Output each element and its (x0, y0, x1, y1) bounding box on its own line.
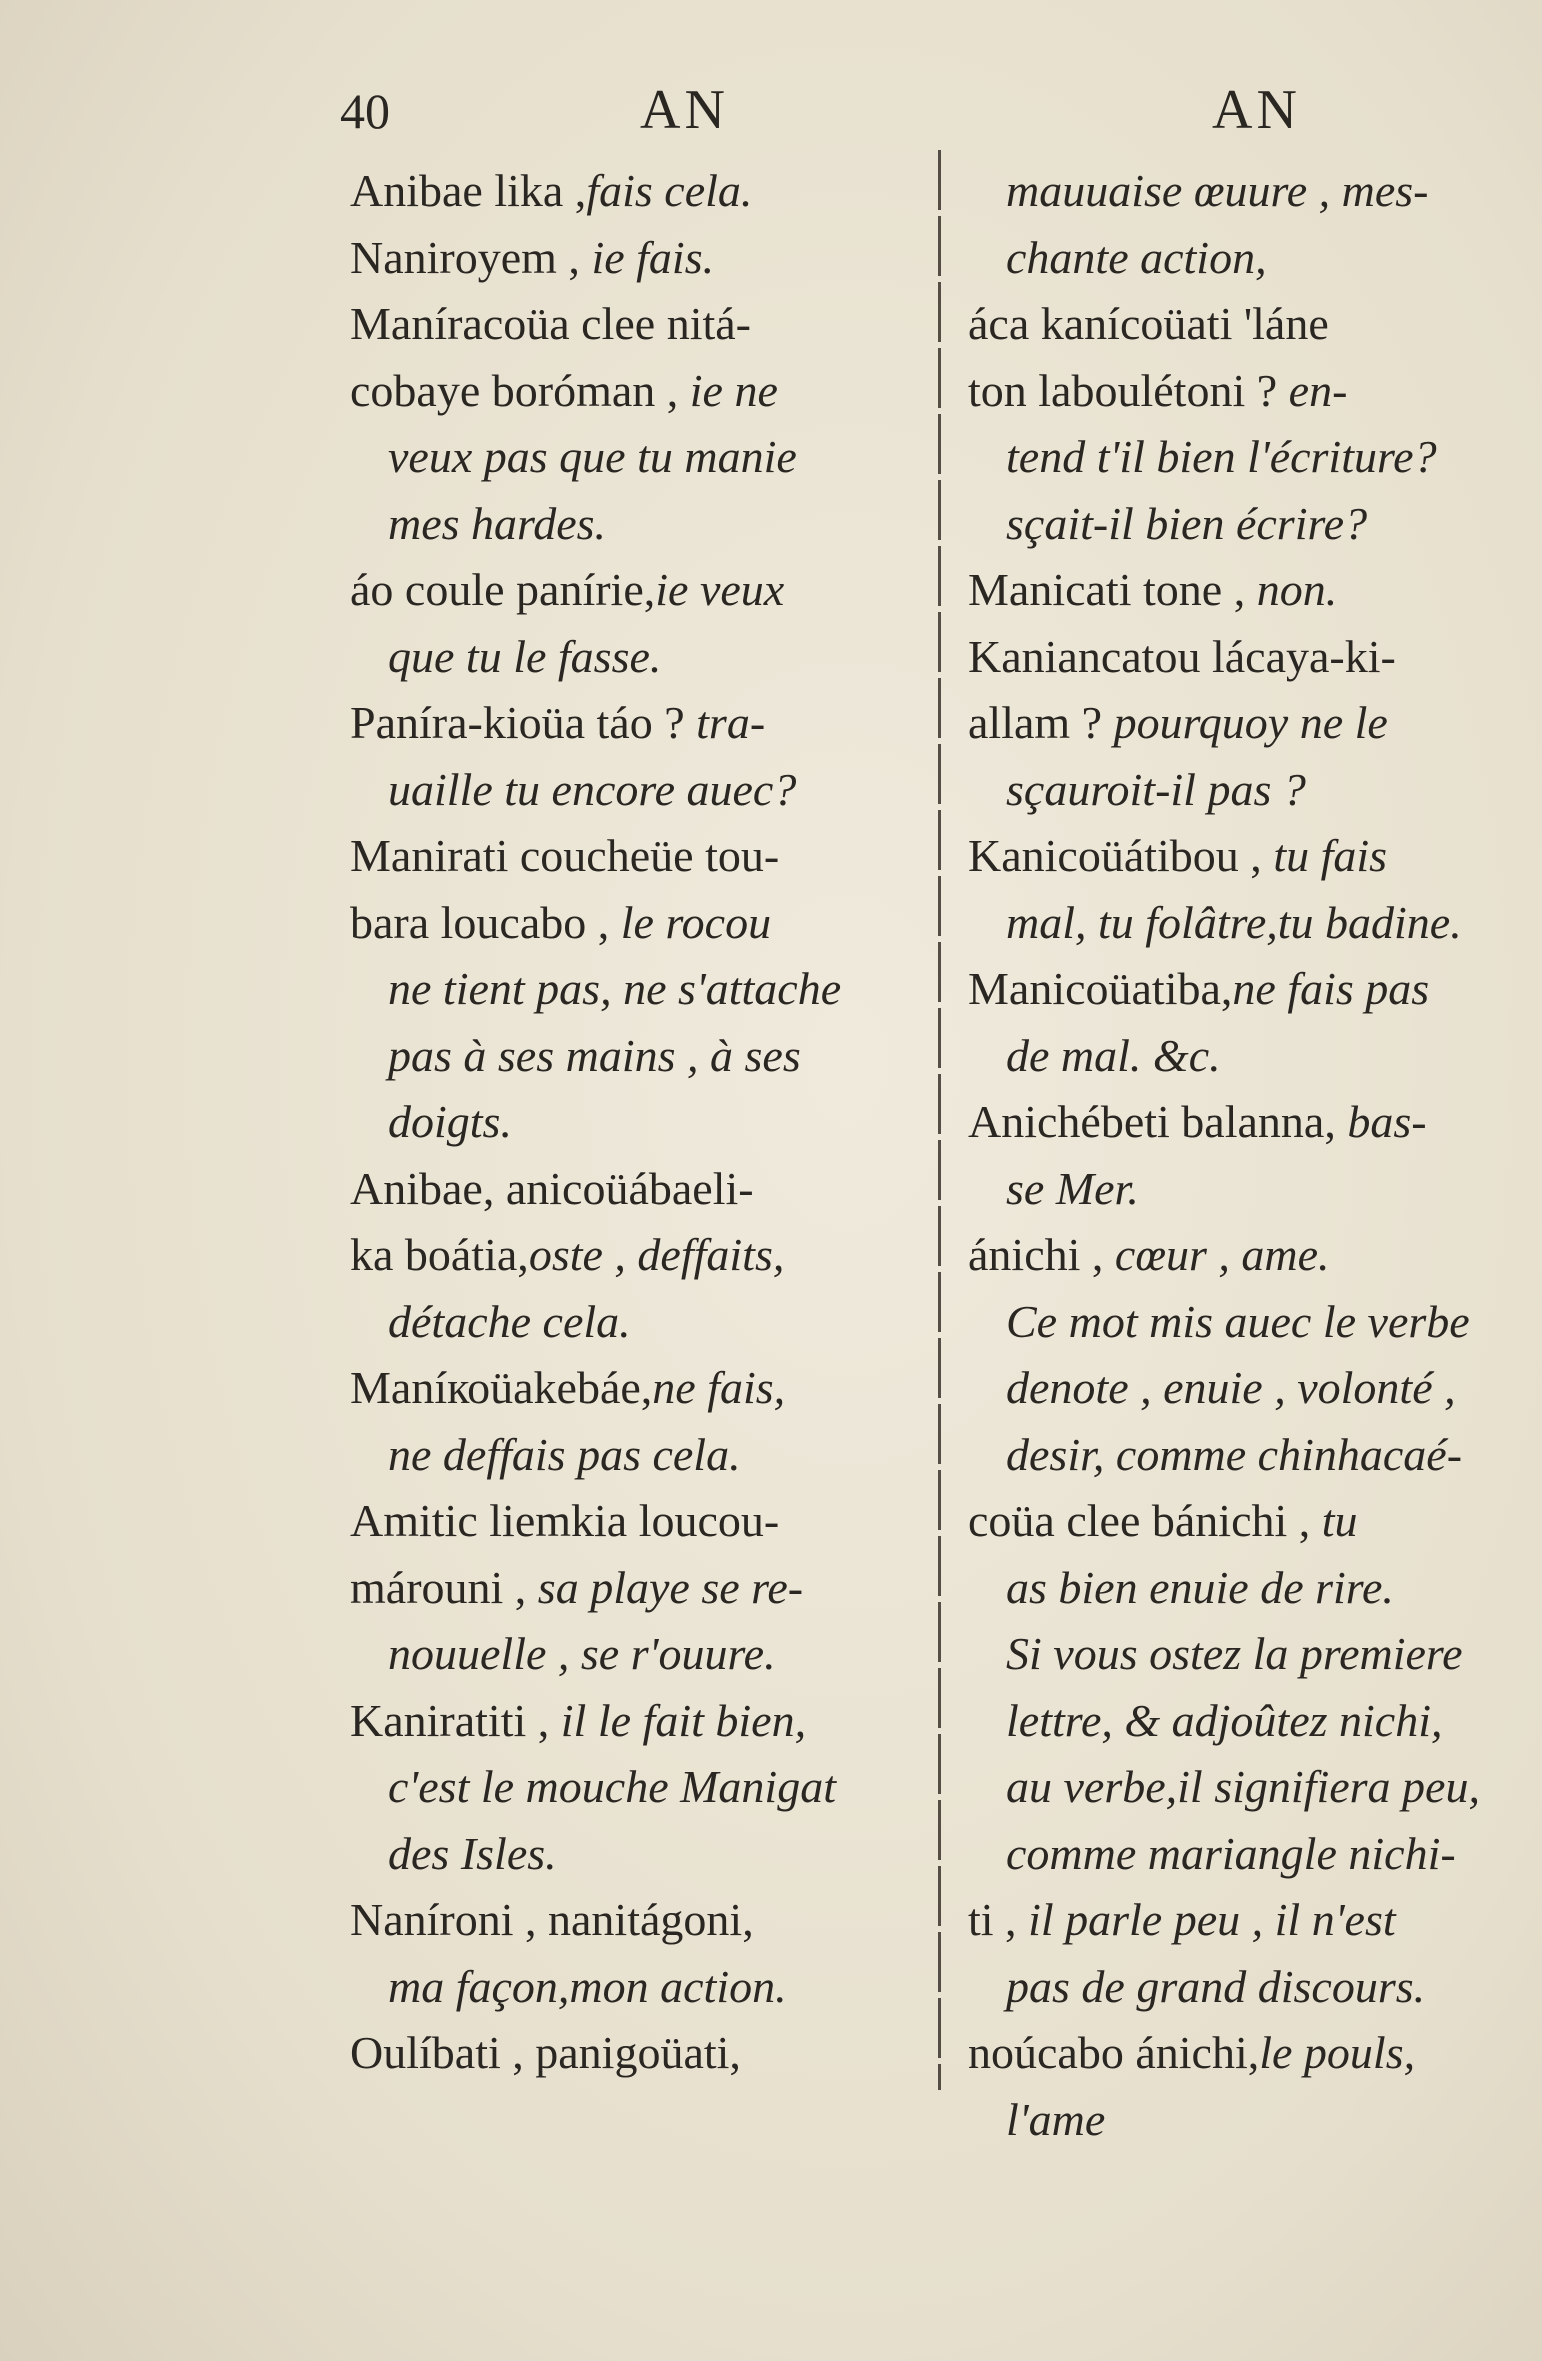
italic-gloss: au verbe,il signifiera peu, (1006, 1761, 1480, 1812)
text-line (968, 1821, 1538, 1888)
text-line (968, 1222, 1538, 1289)
italic-gloss: détache cela. (388, 1295, 631, 1347)
text-line (350, 557, 920, 624)
text-line (350, 1821, 920, 1888)
roman-text: Anibae, anicoüábaeli- (350, 1162, 754, 1214)
text-line (968, 557, 1538, 624)
text-line (350, 1156, 920, 1223)
roman-text: áo coule panírie, (350, 564, 656, 615)
roman-text: Oulíbati , panigoüati, (350, 2027, 741, 2078)
text-line (350, 1023, 920, 1090)
text-line (350, 823, 920, 890)
italic-gloss: uaille tu encore auec? (388, 763, 797, 815)
italic-gloss: ne fais, (652, 1362, 786, 1413)
roman-text: Manicoüatiba, (968, 963, 1233, 1014)
page-number: 40 (340, 83, 390, 139)
italic-gloss: mes hardes. (388, 497, 607, 549)
text-line (350, 1555, 920, 1622)
italic-gloss: chante action, (1006, 231, 1267, 283)
text-line (968, 1754, 1538, 1821)
italic-gloss: cœur , ame. (1114, 1229, 1330, 1280)
text-line (350, 1422, 920, 1489)
roman-text: Anibae lika , (350, 165, 587, 216)
roman-text: márouni , (350, 1561, 538, 1613)
italic-gloss: sçait-il bien écrire? (1006, 497, 1368, 549)
text-line (968, 890, 1538, 957)
italic-gloss: c'est le mouche Manigat (388, 1761, 836, 1812)
text-line (350, 491, 920, 558)
italic-gloss: lettre, & adjoûtez nichi, (1006, 1694, 1443, 1746)
text-line (350, 291, 920, 358)
italic-gloss: tu (1321, 1495, 1358, 1546)
text-line (968, 1089, 1538, 1156)
roman-text: Manicati tone , (968, 564, 1257, 615)
italic-gloss: ma façon,mon action. (388, 1960, 787, 2012)
text-line (968, 1355, 1538, 1422)
italic-gloss: mauuaise œuure , mes- (1006, 165, 1429, 216)
right-column (968, 158, 1538, 2153)
text-line (350, 624, 920, 691)
text-line (968, 2087, 1538, 2154)
text-line (350, 890, 920, 957)
italic-gloss: des Isles. (388, 1827, 557, 1879)
text-line (350, 158, 920, 225)
text-line (968, 757, 1538, 824)
text-line (968, 1156, 1538, 1223)
running-header (340, 78, 1540, 158)
italic-gloss: pourquoy ne le (1113, 697, 1388, 748)
italic-gloss: ie veux (655, 564, 785, 615)
left-heading: AN (640, 79, 729, 141)
roman-text: Maníracoüa clee nitá- (350, 298, 751, 349)
text-line (350, 1222, 920, 1289)
italic-gloss: denote , enuie , volonté , (1006, 1362, 1456, 1413)
text-line (350, 1289, 920, 1356)
text-line (968, 1688, 1538, 1755)
italic-gloss: veux pas que tu manie (388, 431, 797, 482)
roman-text: Naniroyem , (350, 231, 592, 283)
text-line (350, 956, 920, 1023)
roman-text: áca kanícoüati 'láne (968, 298, 1329, 349)
text-line (968, 424, 1538, 491)
text-line (968, 1621, 1538, 1688)
roman-text: Kaniratiti , (350, 1694, 561, 1746)
text-line (350, 1355, 920, 1422)
roman-text: Anichébeti balanna, (968, 1096, 1348, 1147)
text-line (350, 225, 920, 292)
italic-gloss: que tu le fasse. (388, 630, 662, 682)
roman-text: ánichi , (968, 1229, 1115, 1280)
roman-text: Manirati coucheüe tou- (350, 830, 780, 881)
text-line (350, 1488, 920, 1555)
italic-gloss: ie ne (689, 364, 778, 416)
italic-gloss: ne deffais pas cela. (388, 1428, 741, 1480)
text-line (350, 1621, 920, 1688)
roman-text: ton laboulétoni ? (968, 364, 1289, 416)
text-line (968, 1954, 1538, 2021)
roman-text: coüa clee bánichi , (968, 1495, 1322, 1546)
text-line (350, 2020, 920, 2087)
roman-text: Kanicoüátibou , (968, 830, 1274, 881)
italic-gloss: as bien enuie de rire. (1006, 1561, 1394, 1613)
italic-gloss: ie fais. (591, 231, 715, 283)
text-line (968, 225, 1538, 292)
italic-gloss: fais cela. (586, 165, 753, 216)
italic-gloss: en- (1288, 364, 1348, 416)
text-line (350, 1954, 920, 2021)
italic-gloss: tu fais (1273, 830, 1388, 881)
text-line (968, 1422, 1538, 1489)
italic-gloss: le pouls, (1259, 2027, 1416, 2078)
italic-gloss: comme mariangle nichi- (1006, 1827, 1456, 1879)
roman-text: bara loucabo , (350, 896, 621, 948)
italic-gloss: Ce mot mis auec le verbe (1006, 1295, 1470, 1347)
text-line (350, 690, 920, 757)
italic-gloss: mal, tu folâtre,tu badine. (1006, 896, 1462, 948)
italic-gloss: tra- (696, 697, 766, 748)
italic-gloss: il le fait bien, (560, 1694, 807, 1746)
italic-gloss: non. (1256, 564, 1338, 615)
italic-gloss: oste , deffaits, (528, 1229, 785, 1280)
roman-text: Kaniancatou lácaya-ki- (968, 630, 1396, 682)
text-line (968, 1555, 1538, 1622)
text-line (350, 358, 920, 425)
text-line (350, 1754, 920, 1821)
roman-text: noúcabo ánichi, (968, 2027, 1260, 2078)
italic-gloss: il parle peu , il n'est (1028, 1894, 1396, 1945)
italic-gloss: sa playe se re- (537, 1561, 804, 1613)
italic-gloss: tend t'il bien l'écriture? (1006, 431, 1437, 482)
italic-gloss: pas de grand discours. (1006, 1960, 1426, 2012)
text-line (968, 358, 1538, 425)
roman-text: Amitic liemkia loucou- (350, 1495, 780, 1546)
italic-gloss: doigts. (388, 1096, 512, 1147)
text-line (350, 1089, 920, 1156)
right-heading: AN (1212, 79, 1301, 141)
text-line (968, 491, 1538, 558)
text-line (968, 1023, 1538, 1090)
text-line (968, 1887, 1538, 1954)
italic-gloss: Si vous ostez la premiere (1006, 1628, 1463, 1679)
italic-gloss: l'ame (1006, 2093, 1106, 2145)
text-line (968, 2020, 1538, 2087)
text-line (968, 291, 1538, 358)
italic-gloss: de mal. &c. (1006, 1029, 1221, 1081)
left-column (350, 158, 920, 2087)
italic-gloss: se Mer. (1006, 1162, 1139, 1214)
roman-text: Naníroni , nanitágoni, (350, 1894, 754, 1945)
text-line (350, 757, 920, 824)
text-line (968, 823, 1538, 890)
column-divider (938, 150, 941, 2090)
roman-text: ti , (968, 1894, 1029, 1945)
roman-text: ka boátia, (350, 1229, 529, 1280)
italic-gloss: le rocou (620, 896, 772, 948)
italic-gloss: bas- (1347, 1096, 1427, 1147)
italic-gloss: sçauroit-il pas ? (1006, 763, 1306, 815)
italic-gloss: nouuelle , se r'ouure. (388, 1628, 776, 1679)
text-line (968, 690, 1538, 757)
italic-gloss: pas à ses mains , à ses (388, 1029, 801, 1081)
text-line (968, 1289, 1538, 1356)
italic-gloss: ne tient pas, ne s'attache (388, 963, 842, 1014)
text-line (350, 1688, 920, 1755)
text-line (968, 956, 1538, 1023)
text-line (968, 624, 1538, 691)
text-line (350, 1887, 920, 1954)
italic-gloss: ne fais pas (1232, 963, 1430, 1014)
roman-text: Maníкоüakebáe, (350, 1362, 653, 1413)
italic-gloss: desir, comme chinhacaé- (1006, 1428, 1463, 1480)
text-line (968, 1488, 1538, 1555)
text-line (968, 158, 1538, 225)
text-line (350, 424, 920, 491)
roman-text: allam ? (968, 697, 1114, 748)
roman-text: cobaye boróman , (350, 364, 690, 416)
roman-text: Paníra-kioüa táo ? (350, 697, 697, 748)
